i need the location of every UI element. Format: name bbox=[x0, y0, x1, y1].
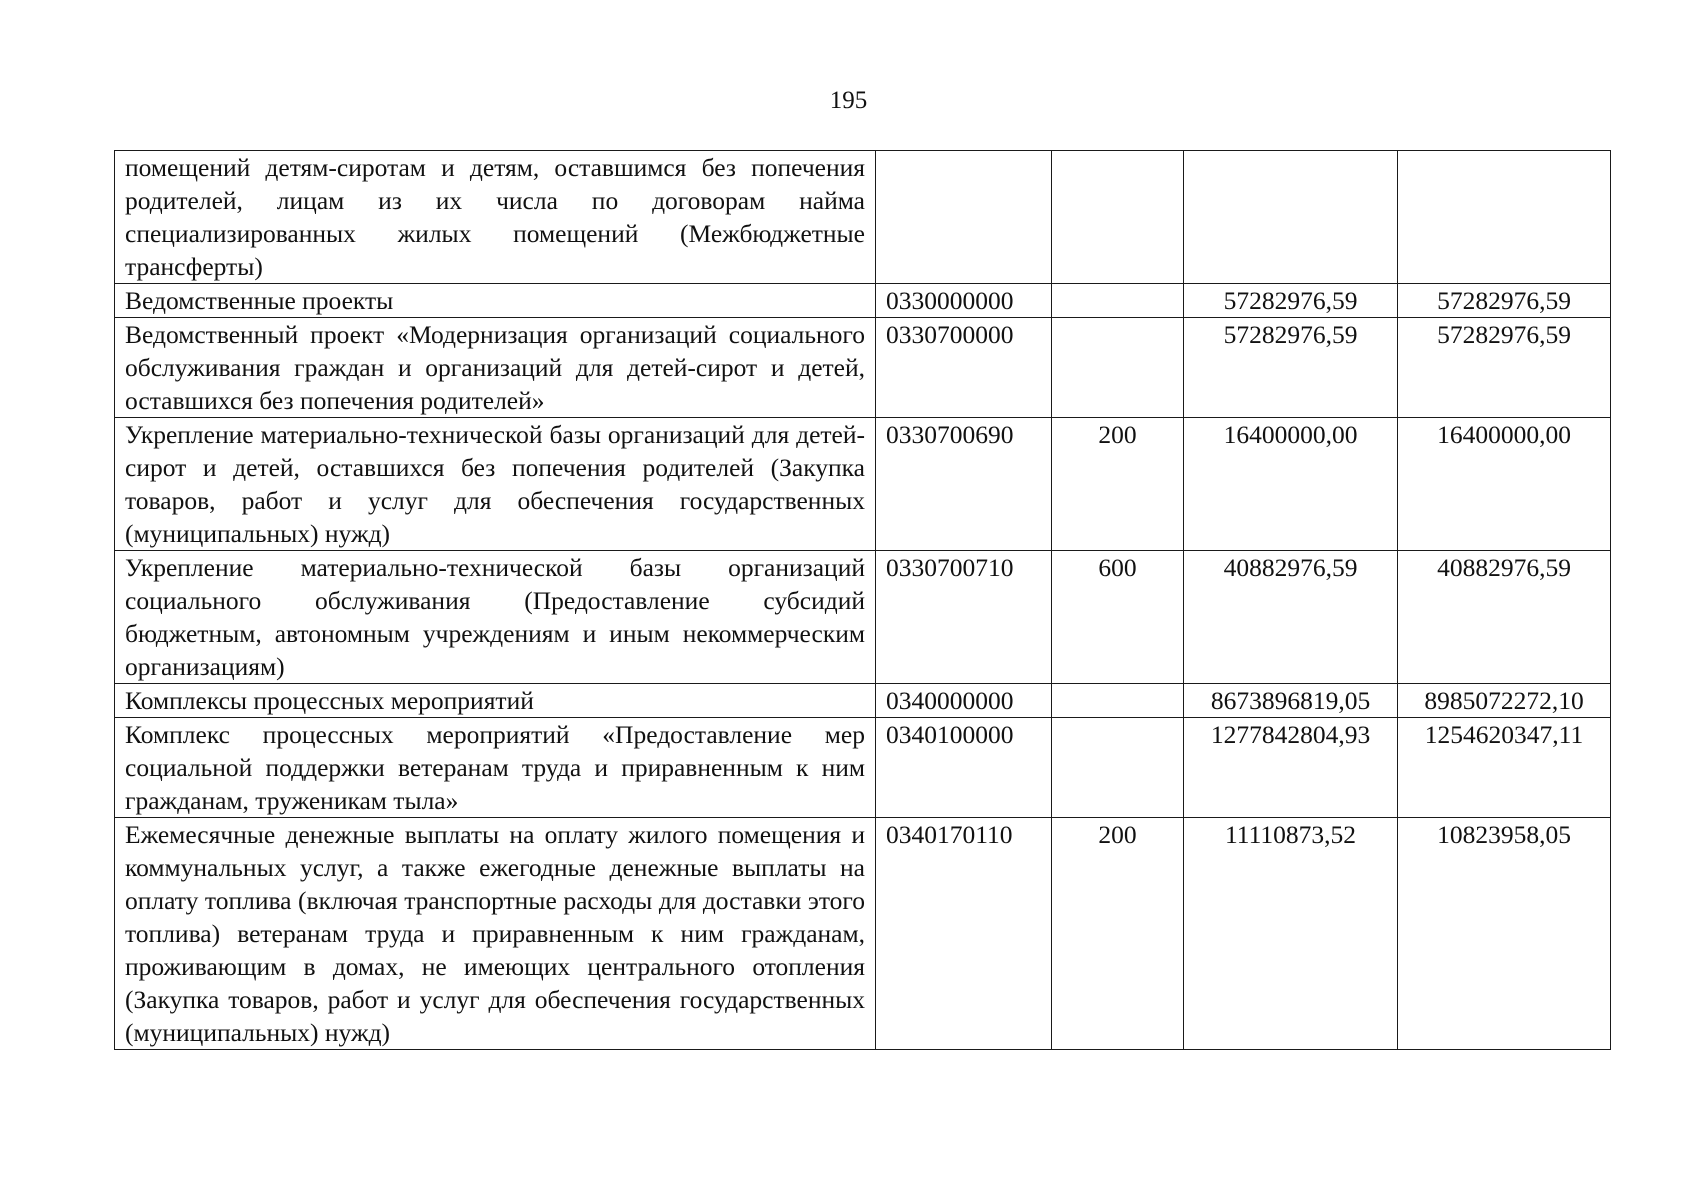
row-description: Укрепление материально-технической базы организаций для детей-сирот и детей, оставшихся без попечения родителей (Закупка товаров, работ и услуг для обеспечения государственных (муниципальных) нужд) bbox=[115, 418, 876, 551]
table-row bbox=[115, 551, 1611, 684]
row-description: Ведомственные проекты bbox=[115, 284, 876, 318]
row-code: 0330700710 bbox=[876, 551, 1052, 684]
budget-table bbox=[114, 150, 1611, 1050]
row-code: 0330700690 bbox=[876, 418, 1052, 551]
row-expense-type bbox=[1052, 318, 1184, 418]
table-row bbox=[115, 684, 1611, 718]
row-code: 0330700000 bbox=[876, 318, 1052, 418]
table-row bbox=[115, 418, 1611, 551]
row-amount-1: 1277842804,93 bbox=[1184, 718, 1398, 818]
table-row bbox=[115, 284, 1611, 318]
row-code: 0340100000 bbox=[876, 718, 1052, 818]
row-expense-type: 200 bbox=[1052, 418, 1184, 551]
row-description: Укрепление материально-технической базы организаций социального обслуживания (Предоставление субсидий бюджетным, автономным учреждениям и иным некоммерческим организациям) bbox=[115, 551, 876, 684]
row-code: 0340000000 bbox=[876, 684, 1052, 718]
row-expense-type bbox=[1052, 284, 1184, 318]
row-expense-type bbox=[1052, 718, 1184, 818]
row-expense-type: 200 bbox=[1052, 818, 1184, 1050]
row-amount-2: 16400000,00 bbox=[1398, 418, 1611, 551]
row-amount-2: 10823958,05 bbox=[1398, 818, 1611, 1050]
table-row bbox=[115, 151, 1611, 284]
page-number: 195 bbox=[829, 87, 868, 114]
row-code: 0330000000 bbox=[876, 284, 1052, 318]
row-amount-2: 8985072272,10 bbox=[1398, 684, 1611, 718]
row-description: Комплексы процессных мероприятий bbox=[115, 684, 876, 718]
row-amount-2: 57282976,59 bbox=[1398, 284, 1611, 318]
row-amount-1: 57282976,59 bbox=[1184, 284, 1398, 318]
row-description: Ежемесячные денежные выплаты на оплату жилого помещения и коммунальных услуг, а также ежегодные денежные выплаты на оплату топлива (включая транспортные расходы для доставки этого топлива) ветеранам труда и приравненным к ним гражданам, проживающим в домах, не имеющих центрального отопления (Закупка товаров, работ и услуг для обеспечения государственных (муниципальных) нужд) bbox=[115, 818, 876, 1050]
row-expense-type bbox=[1052, 684, 1184, 718]
row-amount-1: 40882976,59 bbox=[1184, 551, 1398, 684]
row-amount-2: 40882976,59 bbox=[1398, 551, 1611, 684]
row-code bbox=[876, 151, 1052, 284]
row-amount-1: 57282976,59 bbox=[1184, 318, 1398, 418]
row-description: Комплекс процессных мероприятий «Предоставление мер социальной поддержки ветеранам труда и приравненным к ним гражданам, труженикам тыла» bbox=[115, 718, 876, 818]
row-amount-1: 16400000,00 bbox=[1184, 418, 1398, 551]
row-expense-type bbox=[1052, 151, 1184, 284]
row-amount-2: 57282976,59 bbox=[1398, 318, 1611, 418]
table-row bbox=[115, 718, 1611, 818]
table-row bbox=[115, 318, 1611, 418]
row-code: 0340170110 bbox=[876, 818, 1052, 1050]
row-amount-1 bbox=[1184, 151, 1398, 284]
row-amount-2: 1254620347,11 bbox=[1398, 718, 1611, 818]
row-amount-1: 11110873,52 bbox=[1184, 818, 1398, 1050]
row-description: помещений детям-сиротам и детям, оставшимся без попечения родителей, лицам из их числа по договорам найма специализированных жилых помещений (Межбюджетные трансферты) bbox=[115, 151, 876, 284]
row-amount-2 bbox=[1398, 151, 1611, 284]
table-row bbox=[115, 818, 1611, 1050]
row-amount-1: 8673896819,05 bbox=[1184, 684, 1398, 718]
row-expense-type: 600 bbox=[1052, 551, 1184, 684]
row-description: Ведомственный проект «Модернизация организаций социального обслуживания граждан и организаций для детей-сирот и детей, оставшихся без попечения родителей» bbox=[115, 318, 876, 418]
